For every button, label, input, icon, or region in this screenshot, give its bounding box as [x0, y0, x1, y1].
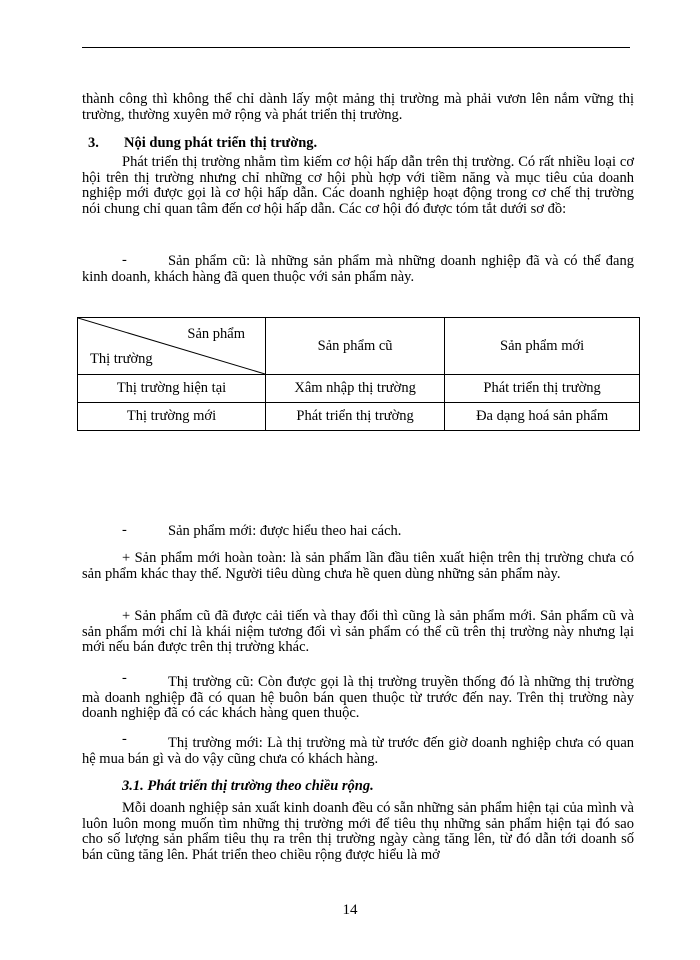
cell-product-development: Phát triển thị trường — [266, 403, 445, 431]
bullet-dash: - — [122, 731, 127, 747]
cell-market-development: Phát triển thị trường — [445, 375, 640, 403]
row-label-current-market: Thị trường hiện tại — [78, 375, 266, 403]
paragraph-new-market: Thị trường mới: Là thị trường mà từ trước đến giờ doanh nghiệp chưa có quan hệ mua bán gì và do vậy cũng chưa có khách hàng. — [82, 735, 634, 767]
header-rule — [82, 47, 630, 48]
bullet-dash: - — [122, 522, 127, 538]
paragraph-breadth-development: Mỗi doanh nghiệp sản xuất kinh doanh đều có sẵn những sản phẩm hiện tại của mình và luôn luôn mong muốn tìm những thị trường mới để tiêu thụ những sản phẩm hiện tại đó sao cho số lượng sản phẩm tiêu thụ ra trên thị trường ngày càng tăng lên, từ đó dẫn tới doanh số bán cũng tăng lên. Phát triển theo chiều rộng được hiểu là mở — [82, 800, 634, 863]
product-market-matrix — [77, 317, 640, 431]
bullet-dash: - — [122, 252, 127, 268]
section-heading-3 — [88, 135, 317, 152]
cell-diversification: Đa dạng hoá sản phẩm — [445, 403, 640, 431]
paragraph-old-market: Thị trường cũ: Còn được gọi là thị trường truyền thống đó là những thị trường mà doanh nghiệp đã có quan hệ buôn bán quen thuộc từ trước đến nay. Trên thị trường này doanh nghiệp đã có các khách hàng quen thuộc. — [82, 674, 634, 721]
paragraph-market-opportunities: Phát triển thị trường nhằm tìm kiếm cơ hội hấp dẫn trên thị trường. Có rất nhiều loại cơ hội trên thị trường nhưng chỉ những cơ hội phù hợp với tiềm năng và mục tiêu của doanh nghiệp mới được gọi là cơ hội hấp dẫn. Các doanh nghiệp hoạt động trong cơ chế thị trường nói chung chỉ quan tâm đến cơ hội hấp dẫn. Các cơ hội đó được tóm tắt dưới sơ đồ: — [82, 154, 634, 217]
paragraph-old-product: Sản phẩm cũ: là những sản phẩm mà những doanh nghiệp đã và có thể đang kinh doanh, khách hàng đã quen thuộc với sản phẩm này. — [82, 253, 634, 285]
subsection-heading-3-1: 3.1. Phát triển thị trường theo chiều rộng. — [122, 778, 374, 794]
paragraph-entirely-new-product: + Sản phẩm mới hoàn toàn: là sản phẩm lần đầu tiên xuất hiện trên thị trường chưa có sản phẩm khác thay thế. Người tiêu dùng chưa hề quen dùng những sản phẩm này. — [82, 550, 634, 582]
paragraph-improved-product: + Sản phẩm cũ đã được cải tiến và thay đổi thì cũng là sản phẩm mới. Sản phẩm cũ và sản phẩm mới chỉ là khái niệm tương đối vì sản phẩm có thể cũ trên thị trường này nhưng lại mới nếu bán được trên thị trường khác. — [82, 608, 634, 655]
row-label-new-market: Thị trường mới — [78, 403, 266, 431]
paragraph-intro: thành công thì không thể chỉ dành lấy một mảng thị trường mà phải vươn lên nắm vững thị trường, thường xuyên mở rộng và phát triển thị trường. — [82, 91, 634, 123]
section-number: 3. — [88, 135, 99, 151]
page-number: 14 — [342, 902, 358, 918]
header-old-product: Sản phẩm cũ — [266, 318, 445, 375]
paragraph-new-product: Sản phẩm mới: được hiểu theo hai cách. — [168, 523, 402, 539]
bullet-dash: - — [122, 670, 127, 686]
matrix-corner-cell — [78, 318, 266, 375]
cell-market-penetration: Xâm nhập thị trường — [266, 375, 445, 403]
corner-label-market: Thị trường — [90, 351, 153, 367]
header-new-product: Sản phẩm mới — [445, 318, 640, 375]
corner-label-product: Sản phẩm — [187, 326, 245, 342]
section-title: Nội dung phát triển thị trường. — [124, 135, 318, 151]
